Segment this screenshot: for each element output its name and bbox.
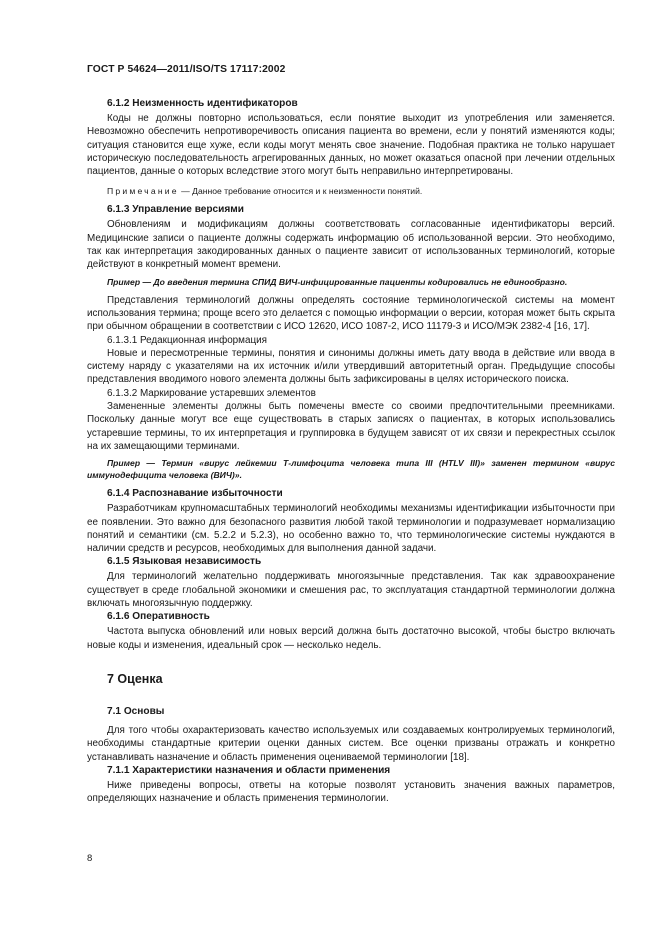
page-number: 8 bbox=[87, 853, 93, 864]
document-header: ГОСТ Р 54624—2011/ISO/TS 17117:2002 bbox=[87, 64, 286, 75]
section-6-1-3-2-paragraph: Замененные элементы должны быть помечены вместе со своими предпочтительными преемниками. Поскольку данные могут все еще существовать в старых записях о пациентах, в которых использовались устаревшие термины, то их интерпретация и группировка в будущем зависят от их связи и перекрестных ссылок на их замещающими терминами. bbox=[87, 401, 615, 452]
section-6-1-3-2-title: 6.1.3.2 Маркирование устаревших элементов bbox=[107, 387, 316, 399]
section-7-title: 7 Оценка bbox=[107, 671, 163, 686]
note-text: — Данное требование относится и к неизменности понятий. bbox=[178, 186, 423, 197]
section-6-1-4-title: 6.1.4 Распознавание избыточности bbox=[107, 488, 283, 500]
section-7-1-1-title: 7.1.1 Характеристики назначения и области применения bbox=[107, 764, 391, 776]
section-6-1-3-paragraph-2: Представления терминологий должны определять состояние терминологической системы на момент использования термина; проще всего это делается с помощью информации о версии, которая может быть скрыта при обычном обращении в соответствии с ИСО 12620, ИСО 1087-2, ИСО 11179-3 и ИСО/МЭК 2382-4 [16, 17]. bbox=[87, 294, 615, 333]
section-6-1-3-1-title: 6.1.3.1 Редакционная информация bbox=[107, 334, 267, 346]
section-6-1-5-title: 6.1.5 Языковая независимость bbox=[107, 556, 262, 568]
section-7-1-1-paragraph: Ниже приведены вопросы, ответы на которые позволят установить значения важных параметров, определяющих назначение и область применения терминологии. bbox=[87, 779, 615, 805]
section-6-1-3-1-paragraph: Новые и пересмотренные термины, понятия и синонимы должны иметь дату ввода в действие или ввода в систему наряду с указателями на их источник и/или утвердивший авторитетный орган. Предыдущие способы представления вводимого нового элемента должны быть зафиксированы в целях исторического поиска. bbox=[87, 347, 615, 386]
section-7-1-paragraph: Для того чтобы охарактеризовать качество используемых или создаваемых контролируемых терминологий, необходимы стандартные критерии оценки данных систем. Все оценки призваны отражать и конкретно устанавливать назначение и область применения оцениваемой терминологии [18]. bbox=[87, 724, 615, 763]
section-6-1-6-title: 6.1.6 Оперативность bbox=[107, 611, 210, 623]
section-6-1-5-paragraph: Для терминологий желательно поддерживать многоязычные представления. Так как здравоохранение существует в среде глобальной экономики и смешения рас, то эксплуатация стандартной терминологии должна включать многоязычную поддержку. bbox=[87, 571, 615, 610]
section-6-1-4-paragraph: Разработчикам крупномасштабных терминологий необходимы механизмы идентификации избыточности при ее появлении. Это важно для безопасного развития любой такой терминологии и подразумевает нормализацию понятий и семантики (см. 5.2.2 и 5.2.3), но особенно важно то, что терминологические системы нуждаются в наличии средств и ресурсов, необходимых для выполнения данной задачи. bbox=[87, 503, 615, 555]
section-6-1-2-title: 6.1.2 Неизменность идентификаторов bbox=[107, 98, 298, 109]
section-6-1-2-paragraph: Коды не должны повторно использоваться, если понятие выходит из употребления или заменяется. Невозможно обеспечить непротиворечивость описания пациента во времени, если у понятий изменяются коды; ситуация становится еще хуже, если коды могут менять свое значение. Подобная практика не только нарушает историческую последовательность агрегированных данных, но может оказаться опасной при лечении отдельных пациентов, данные о которых вследствие этого могут быть неправильно интерпретированы. bbox=[87, 113, 615, 178]
note bbox=[107, 185, 615, 197]
section-7-1-title: 7.1 Основы bbox=[107, 705, 165, 717]
section-6-1-6-paragraph: Частота выпуска обновлений или новых версий должна быть достаточно высокой, чтобы быстро включать новые коды и изменения, идеальный срок — несколько недель. bbox=[87, 626, 615, 651]
example-1: Пример — До введения термина СПИД ВИЧ-инфицированные пациенты кодировались не единообразно. bbox=[107, 276, 568, 287]
document-page bbox=[87, 64, 615, 805]
example-2: Пример — Термин «вирус лейкемии Т-лимфоцита человека типа III (HTLV III)» заменен термином «вирус иммунодефицита человека (ВИЧ)». bbox=[87, 458, 615, 481]
section-6-1-3-paragraph-1: Обновлениям и модификациям должны соответствовать согласованные идентификаторы версий. Медицинские записи о пациенте должны содержать информацию об использованной версии. Это необходимо, так как интерпретация закодированных данных о пациенте зависит от использованных терминологий, которые действуют в конкретный момент времени. bbox=[87, 219, 615, 271]
note-label: Примечание bbox=[107, 186, 179, 197]
section-6-1-3-title: 6.1.3 Управление версиями bbox=[107, 204, 244, 216]
